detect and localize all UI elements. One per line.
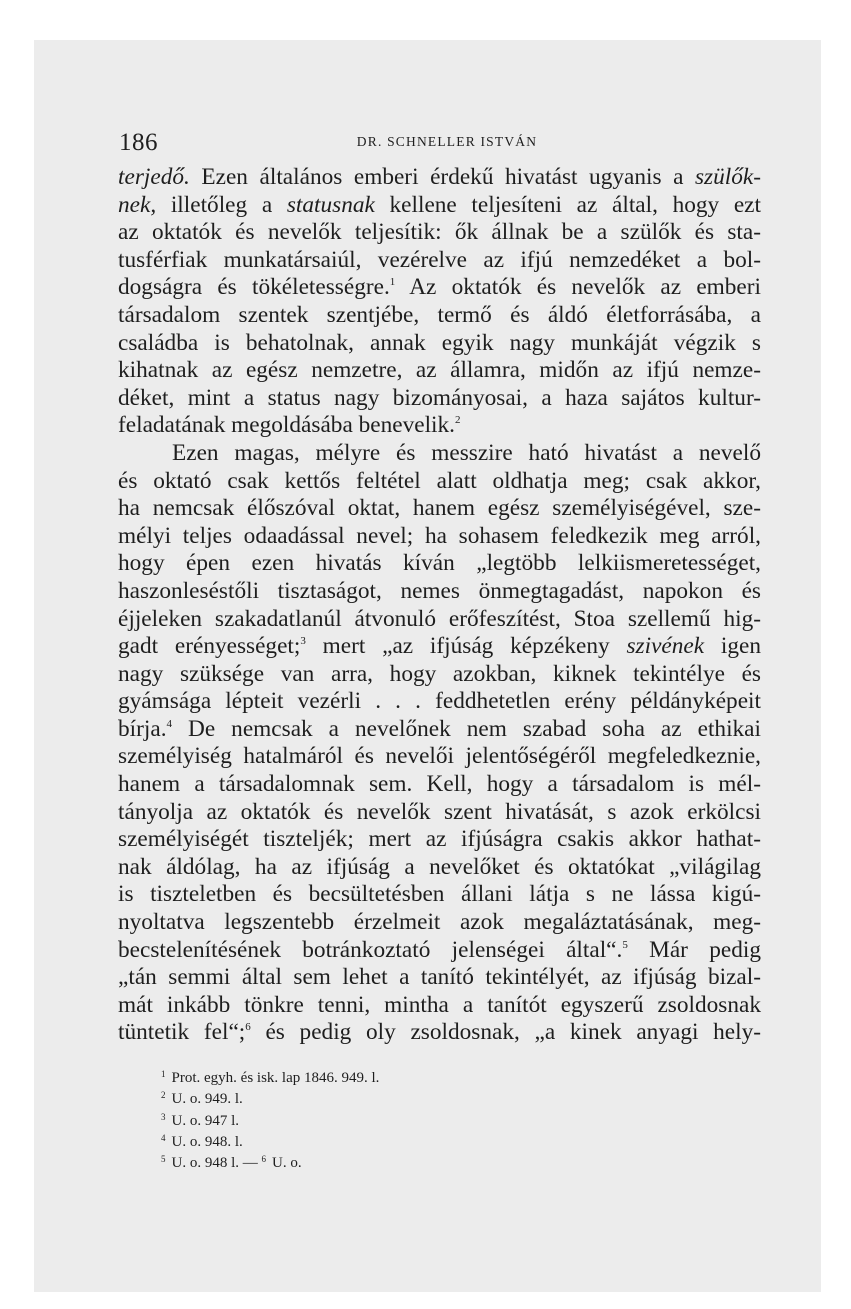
footnotes xyxy=(161,1068,379,1174)
footnote-text: U. o. 949. l. xyxy=(171,1091,243,1108)
text-line: gyámsága lépteit vezérli . . . feddhetetlen erény példányképeit xyxy=(118,688,761,715)
footnote-ref: 2 xyxy=(455,414,461,427)
page-number: 186 xyxy=(119,129,158,156)
footnote-ref: 3 xyxy=(300,635,306,648)
italic-word: szivének xyxy=(626,633,705,660)
line-text: Már pedig xyxy=(627,936,761,963)
text-line: nak áldólag, ha az ifjúság a nevelőket és oktatókat „világilag xyxy=(118,853,761,880)
text-line: hogy épen ezen hivatás kíván „legtöbb lelkiismeretességet, xyxy=(118,550,761,577)
footnote-mark: 3 xyxy=(161,1111,166,1122)
footnote-mark: 1 xyxy=(161,1069,166,1079)
footnote-text: U. o. 948 l. — xyxy=(171,1155,262,1172)
line-text: dogságra és tökéletességre. xyxy=(118,274,390,301)
text-line xyxy=(118,274,761,302)
text-line xyxy=(118,937,761,965)
footnote xyxy=(161,1153,379,1174)
text-line: az oktatók és nevelők teljesítik: ők állnak be a szülők és sta- xyxy=(118,219,761,246)
text-line: ha nemcsak élőszóval oktat, hanem egész személyiségével, sze- xyxy=(118,495,761,522)
text-line: éjjeleken szakadatlanúl átvonuló erőfeszítést, Stoa szellemű hig- xyxy=(118,605,761,632)
italic-word: nek, xyxy=(118,191,157,218)
text-line xyxy=(118,164,761,192)
text-line: tányolja az oktatók és nevelők szent hivatását, s azok erkölcsi xyxy=(118,798,761,825)
text-line xyxy=(118,192,761,220)
line-text: Az oktatók és nevelők az emberi xyxy=(395,274,762,301)
text-line: is tiszteletben és becsültetésben állani látja s ne lássa kigú- xyxy=(118,881,761,908)
italic-word: statusnak xyxy=(286,191,375,218)
line-text: illetőleg a xyxy=(156,191,287,218)
line-text: tüntetik fel“; xyxy=(118,1019,246,1046)
footnote-mark: 5 xyxy=(161,1154,166,1165)
footnote xyxy=(161,1068,379,1089)
footnote xyxy=(161,1132,379,1153)
text-line: nagy szüksége van arra, hogy azokban, kiknek tekintélye és xyxy=(118,660,761,687)
text-line: személyiségét tiszteljék; mert az ifjúságra csakis akkor hathat- xyxy=(118,826,761,853)
line-text: De nemcsak a nevelőnek nem szabad soha az ethikai xyxy=(172,715,761,742)
line-text: gadt erényességet; xyxy=(118,633,301,660)
line-text: becstelenítésének botránkoztató jelenségei által“. xyxy=(118,936,623,963)
text-line: kihatnak az egész nemzetre, az államra, midőn az ifjú nemze- xyxy=(118,357,761,384)
text-line: nyoltatva legszentebb érzelmeit azok megaláztatásának, meg- xyxy=(118,909,761,936)
footnote-mark: 2 xyxy=(161,1090,166,1101)
page-header xyxy=(119,129,759,159)
footnote-ref: 1 xyxy=(389,276,396,289)
text-line: haszonleséstőli tisztaságot, nemes önmegtagadást, napokon és xyxy=(118,577,761,604)
footnote-text: U. o. xyxy=(272,1155,302,1172)
footnote-text: Prot. egyh. és isk. lap 1846. 949. l. xyxy=(171,1070,380,1086)
line-text: és pedig oly zsoldosnak, „a kinek anyagi hely- xyxy=(250,1019,761,1046)
text-line: mát inkább tönkre tenni, mintha a tanítót egyszerű zsoldosnak xyxy=(118,991,761,1018)
running-head: DR. SCHNELLER ISTVÁN xyxy=(356,134,538,149)
text-line: hanem a társadalomnak sem. Kell, hogy a társadalom is mél- xyxy=(118,771,761,798)
line-text: feladatának megoldásába benevelik. xyxy=(118,412,455,439)
body-text xyxy=(118,164,761,1047)
text-line: társadalom szentek szentjébe, termő és áldó életforrásába, a xyxy=(118,301,761,328)
footnote xyxy=(161,1111,379,1132)
italic-word: terjedő. xyxy=(118,164,190,190)
footnote-text: U. o. 948. l. xyxy=(171,1133,243,1150)
footnote-mark: 6 xyxy=(261,1154,266,1165)
line-text: igen xyxy=(704,633,761,660)
text-line: és oktató csak kettős feltétel alatt oldhatja meg; csak akkor, xyxy=(118,467,761,494)
text-line xyxy=(118,633,761,661)
text-line: tusférfiak munkatársaiúl, vezérelve az ifjú nemzedéket a bol- xyxy=(118,246,761,273)
text-line: „tán semmi által sem lehet a tanító tekintélyét, az ifjúság bizal- xyxy=(118,964,761,991)
text-line xyxy=(118,412,761,440)
footnote xyxy=(161,1089,379,1110)
footnote-mark: 4 xyxy=(161,1132,166,1143)
footnote-text: U. o. 947 l. xyxy=(171,1112,239,1129)
paragraph-start-line: Ezen magas, mélyre és messzire ható hivatást a nevelő xyxy=(172,439,761,466)
footnote-ref: 4 xyxy=(166,717,173,730)
line-text: kellene teljesíteni az által, hogy ezt xyxy=(374,191,761,218)
text-line: déket, mint a status nagy bizományosai, a haza sajátos kultur- xyxy=(118,384,761,411)
footnote-ref: 6 xyxy=(245,1021,251,1034)
text-line: személyiség hatalmáról és nevelői jelentőségéről megfeledkeznie, xyxy=(118,743,761,770)
line-text: Ezen általános emberi érdekű hivatást ugyanis a xyxy=(189,164,695,190)
italic-word: szülők- xyxy=(694,164,761,190)
footnote-ref: 5 xyxy=(622,938,628,951)
text-line: családba is behatolnak, annak egyik nagy munkáját végzik s xyxy=(118,329,761,356)
text-line xyxy=(118,716,761,744)
text-line xyxy=(118,1019,761,1047)
line-text: bírja. xyxy=(118,715,167,742)
line-text: mert „az ifjúság képzékeny xyxy=(305,633,627,660)
text-line: mélyi teljes odaadással nevel; ha sohasem feledkezik meg arról, xyxy=(118,522,761,549)
